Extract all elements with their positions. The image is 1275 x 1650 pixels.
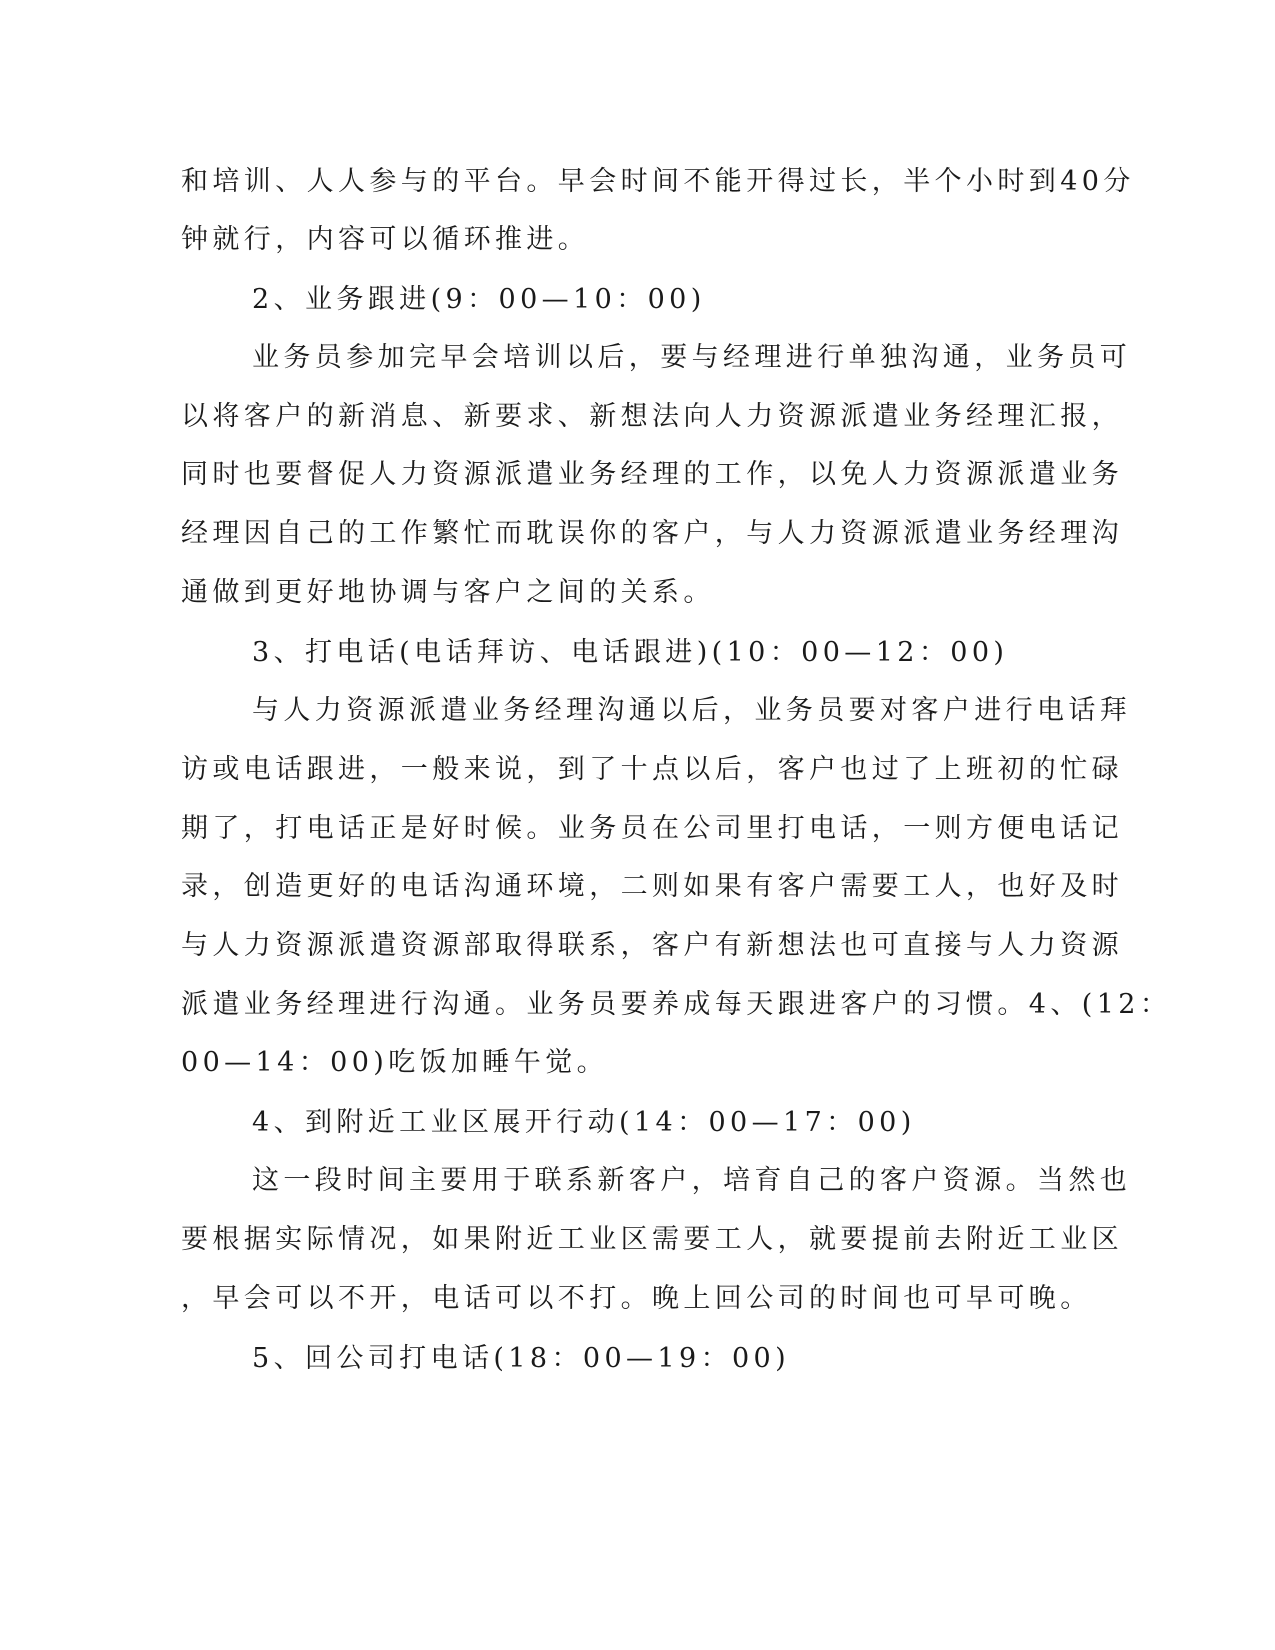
paragraph-line: 访或电话跟进，一般来说，到了十点以后，客户也过了上班初的忙碌 [181, 754, 1123, 785]
paragraph-line: 通做到更好地协调与客户之间的关系。 [181, 577, 715, 608]
paragraph-line: 经理因自己的工作繁忙而耽误你的客户，与人力资源派遣业务经理沟 [181, 518, 1123, 549]
paragraph-line: 00—14：00)吃饭加睡午觉。 [181, 1047, 609, 1078]
paragraph-line: 业务员参加完早会培训以后，要与经理进行单独沟通，业务员可 [252, 342, 1132, 373]
paragraph-line: 派遣业务经理进行沟通。业务员要养成每天跟进客户的习惯。4、(12： [181, 989, 1172, 1020]
paragraph-line: 与人力资源派遣业务经理沟通以后，业务员要对客户进行电话拜 [252, 695, 1132, 726]
paragraph-line: 钟就行，内容可以循环推进。 [181, 224, 590, 255]
paragraph-line: 和培训、人人参与的平台。早会时间不能开得过长，半个小时到40分 [181, 166, 1135, 197]
paragraph-line: 以将客户的新消息、新要求、新想法向人力资源派遣业务经理汇报， [181, 401, 1123, 432]
section-heading: 4、到附近工业区展开行动(14：00—17：00) [252, 1107, 916, 1138]
paragraph-line: 这一段时间主要用于联系新客户，培育自己的客户资源。当然也 [252, 1165, 1132, 1196]
paragraph-line: 同时也要督促人力资源派遣业务经理的工作，以免人力资源派遣业务 [181, 459, 1123, 490]
section-heading: 5、回公司打电话(18：00—19：00) [252, 1343, 791, 1374]
section-heading: 2、业务跟进(9：00—10：00) [252, 284, 706, 315]
paragraph-line: 与人力资源派遣资源部取得联系，客户有新想法也可直接与人力资源 [181, 930, 1123, 961]
paragraph-line: ，早会可以不开，电话可以不打。晚上回公司的时间也可早可晚。 [181, 1283, 1092, 1314]
paragraph-line: 期了，打电话正是好时候。业务员在公司里打电话，一则方便电话记 [181, 813, 1123, 844]
paragraph-line: 要根据实际情况，如果附近工业区需要工人，就要提前去附近工业区 [181, 1224, 1123, 1255]
paragraph-line: 录，创造更好的电话沟通环境，二则如果有客户需要工人，也好及时 [181, 871, 1123, 902]
section-heading: 3、打电话(电话拜访、电话跟进)(10：00—12：00) [252, 637, 1009, 668]
